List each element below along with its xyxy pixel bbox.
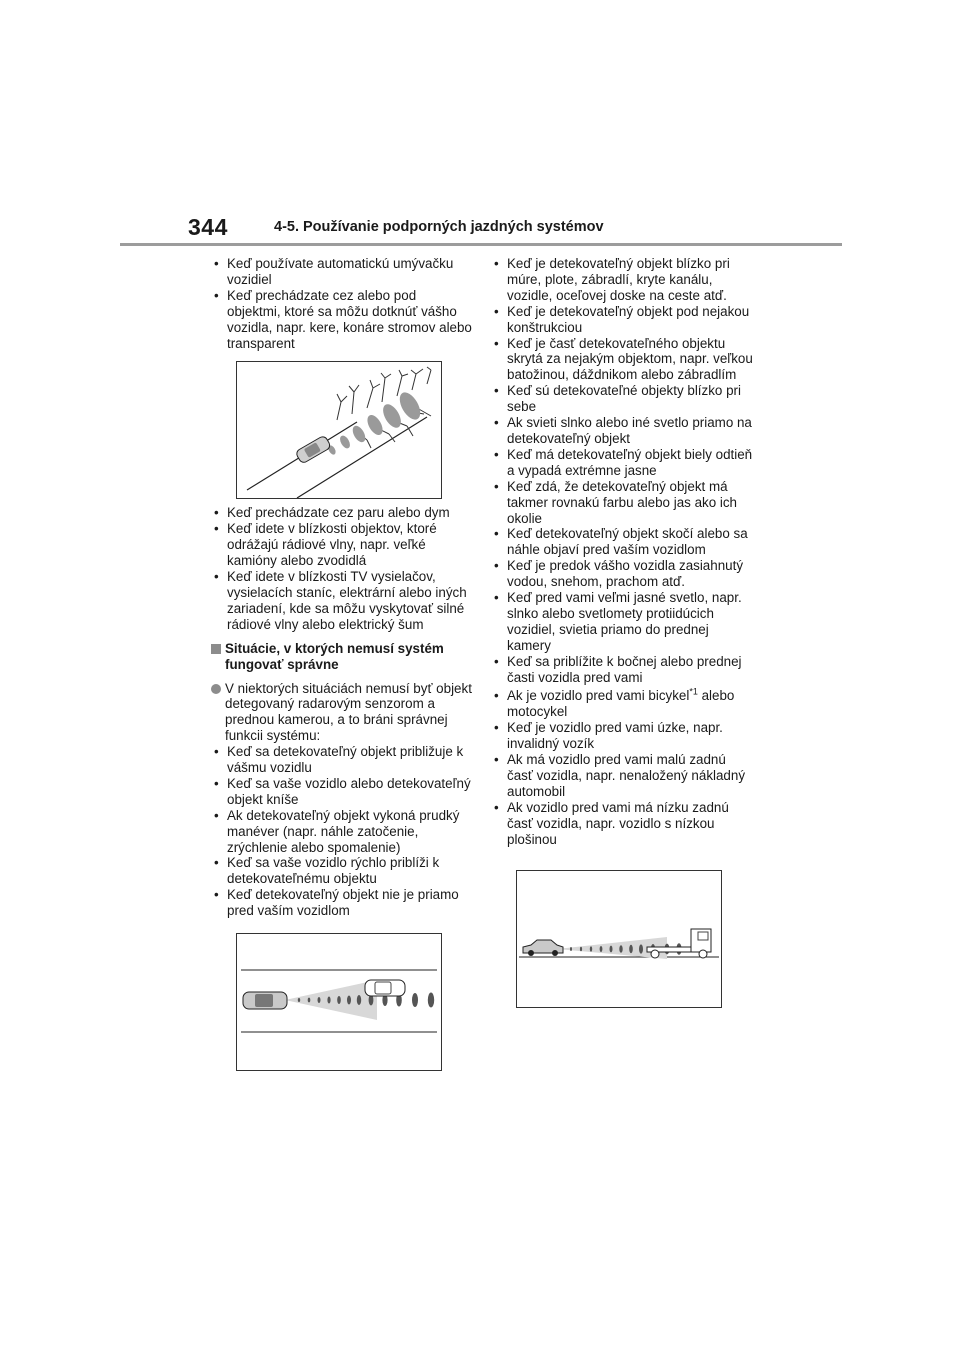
tree-branches-illustration [236, 361, 442, 499]
list-item: • Keď používate automatickú umývačku vozidiel [211, 256, 473, 288]
list-item: • Keď pred vami veľmi jasné svetlo, napr. slnko alebo svetlomety protiidúcich vozidiel, svietia priamo do prednej kamery [491, 590, 753, 654]
section-heading [211, 641, 473, 673]
low-platform-truck-illustration [516, 870, 722, 1008]
section-title: 4-5. Používanie podporných jazdných systémov [274, 219, 604, 235]
list-item: • Keď idete v blízkosti objektov, ktoré odrážajú rádiové vlny, napr. veľké kamióny alebo zvodidlá [211, 521, 473, 569]
list-item: • Keď prechádzate cez paru alebo dym [211, 505, 473, 521]
list-item: • Keď prechádzate cez alebo pod objektmi, ktoré sa môžu dotknúť vášho vozidla, napr. kere, konáre stromov alebo transparent [211, 288, 473, 352]
list-item: • Keď idete v blízkosti TV vysielačov, vysielacích staníc, elektrární alebo iných zariadení, kde sa môžu vyskytovať silné rádiové vlny alebo elektrický šum [211, 569, 473, 633]
page-number: 344 [188, 214, 228, 240]
round-bullet-icon [211, 684, 221, 694]
list-item: • Ak detekovateľný objekt vykoná prudký manéver (napr. náhle zatočenie, zrýchlenie alebo spomalenie) [211, 808, 473, 856]
list-item: • Keď je časť detekovateľného objektu skrytá za nejakým objektom, napr. veľkou batožinou, dáždnikom alebo zábradlím [491, 336, 753, 384]
list-item: • Keď zdá, že detekovateľný objekt má takmer rovnakú farbu alebo jas ako ich okolie [491, 479, 753, 527]
list-item: • Keď sa vaše vozidlo rýchlo priblíži k detekovateľnému objektu [211, 855, 473, 887]
list-item: • Ak vozidlo pred vami má nízku zadnú časť vozidla, napr. vozidlo s nízkou plošinou [491, 800, 753, 848]
right-list-a [491, 256, 753, 848]
list-item: • Keď sa detekovateľný objekt približuje k vášmu vozidlu [211, 744, 473, 776]
intro-paragraph [211, 681, 473, 745]
list-item: • Keď sa priblížite k bočnej alebo prednej časti vozidla pred vami [491, 654, 753, 686]
list-item: • Ak svieti slnko alebo iné svetlo priamo na detekovateľný objekt [491, 415, 753, 447]
list-item: • Keď je detekovateľný objekt pod nejakou konštrukciou [491, 304, 753, 336]
left-column [211, 256, 473, 1077]
lateral-offset-illustration [236, 933, 442, 1071]
header-divider [120, 243, 842, 246]
list-item-bicycle [491, 688, 753, 720]
left-list-b [211, 505, 473, 632]
list-item: • Keď detekovateľný objekt nie je priamo pred vaším vozidlom [211, 887, 473, 919]
bicycle-text: Ak je vozidlo pred vami bicykel [507, 688, 690, 704]
square-bullet-icon [211, 644, 221, 654]
list-item: • Keď detekovateľný objekt skočí alebo sa náhle objaví pred vaším vozidlom [491, 526, 753, 558]
list-item: • Keď sú detekovateľné objekty blízko pri sebe [491, 383, 753, 415]
footnote-marker: *1 [689, 687, 698, 697]
left-list-c [211, 744, 473, 919]
list-item: • Keď je vozidlo pred vami úzke, napr. invalidný vozík [491, 720, 753, 752]
list-item: • Ak má vozidlo pred vami malú zadnú časť vozidla, napr. nenaložený nákladný automobil [491, 752, 753, 800]
list-item: • Keď je predok vášho vozidla zasiahnutý vodou, snehom, prachom atď. [491, 558, 753, 590]
right-column [491, 256, 753, 1014]
list-item: • Keď má detekovateľný objekt biely odtieň a vypadá extrémne jasne [491, 447, 753, 479]
intro-text: V niektorých situáciách nemusí byť objekt detegovaný radarovým senzorom a prednou kamerou, a to bráni správnej funkcii systému: [225, 680, 472, 744]
bicycle-text-end: alebo motocykel [507, 688, 735, 720]
list-item: • Keď je detekovateľný objekt blízko pri múre, plote, zábradlí, kryte kanálu, vozidle, oceľovej doske na ceste atď. [491, 256, 753, 304]
heading-text: Situácie, v ktorých nemusí systém fungovať správne [225, 640, 444, 672]
list-item: • Keď sa vaše vozidlo alebo detekovateľný objekt kníše [211, 776, 473, 808]
left-list-a [211, 256, 473, 351]
